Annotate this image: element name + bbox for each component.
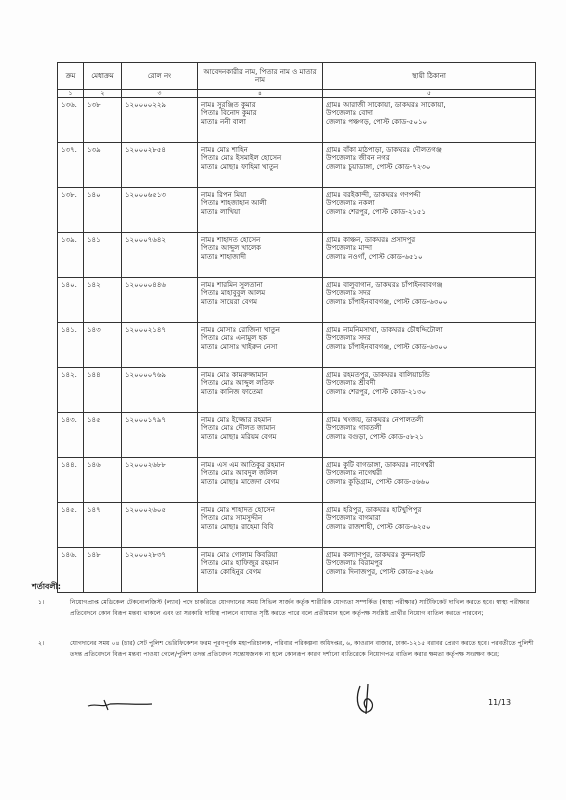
column-number-row: [58, 90, 536, 98]
address-cell-line: গ্রামঃ বাঁকা মাঠপাড়া, ডাকঘরঃ দৌলতগঞ্জ: [326, 146, 442, 154]
term-number: ১।: [38, 599, 45, 606]
name-cell: [198, 503, 323, 548]
serial-cell-line: ১৪৫.: [61, 506, 77, 514]
name-cell: [198, 188, 323, 233]
address-cell: [323, 143, 536, 188]
address-cell: [323, 458, 536, 503]
header-merit: মেধাক্রম: [84, 63, 122, 90]
name-cell-line: পিতাঃ মোঃ দৌলত জামান: [201, 424, 276, 433]
initial-mark-left: [86, 694, 156, 714]
table-row: [58, 323, 536, 368]
address-cell-line: উপজেলাঃ নাগেশ্বরী: [326, 469, 382, 478]
name-cell-line: মাতাঃ কোহিনুর বেগম: [201, 567, 262, 576]
name-cell: [198, 143, 323, 188]
merit-cell: [84, 143, 122, 188]
name-cell-line: মাতাঃ মোছাঃ রাহেমা বিবি: [201, 522, 274, 531]
serial-cell: [58, 278, 84, 323]
name-cell-line: নামঃ মোসাঃ রোজিনা খাতুন: [201, 326, 280, 334]
address-cell-line: উপজেলাঃ সদর: [326, 289, 371, 298]
serial-cell: [58, 368, 84, 413]
term-number: ২।: [38, 640, 45, 647]
address-cell-line: জেলাঃ বগুড়া, পোস্ট কোড-৫৮২১: [326, 432, 424, 441]
name-cell-line: পিতাঃ শাহজাহান আলী: [201, 199, 267, 208]
table-row: [58, 368, 536, 413]
roll-cell-line: ১২০০০৭৬৪২: [125, 236, 166, 244]
roll-cell-line: ১২০০০০৭৬৯: [125, 371, 166, 379]
name-cell-line: পিতাঃ মোঃ এনামুল হক: [201, 334, 268, 343]
address-cell: [323, 278, 536, 323]
serial-cell-line: ১৪৩.: [61, 416, 77, 424]
address-cell-line: গ্রামঃ খংজয়, ডাকঘরঃ নেপালতলী: [326, 416, 424, 424]
merit-cell: [84, 188, 122, 233]
header-serial: ক্রম: [58, 63, 84, 90]
name-cell-line: মাতাঃ মোসাঃ খাইরুন নেসা: [201, 342, 278, 351]
name-cell-line: মাতাঃ লাখিয়া: [201, 207, 241, 216]
serial-cell: [58, 323, 84, 368]
address-cell-line: গ্রামঃ বালুবাগান, ডাকঘরঃ চাঁপাইনবাবগঞ্জ: [326, 281, 443, 289]
serial-cell-line: ১৩৮.: [61, 191, 77, 199]
column-number: ১: [58, 90, 84, 98]
merit-cell-line: ১৪৩: [87, 326, 101, 334]
name-cell-line: মাতাঃ কানিজ ফাতেমা: [201, 387, 263, 396]
address-cell-line: জেলাঃ পঞ্চগড়, পোস্ট কোড-৫০১০: [326, 117, 428, 126]
name-cell-line: নামঃ শারমিন সুলতানা: [201, 281, 263, 289]
name-cell: [198, 413, 323, 458]
table-row: [58, 188, 536, 233]
address-cell: [323, 188, 536, 233]
table-row: [58, 233, 536, 278]
address-cell-line: গ্রামঃ নামনিমসাথা, ডাকঘরঃ চৌধদ্দিটোলা: [326, 326, 443, 334]
candidate-table: [57, 62, 536, 593]
merit-cell: [84, 278, 122, 323]
address-cell-line: গ্রামঃ হরিপুর, ডাকঘরঃ হাটখুপিপুর: [326, 506, 422, 514]
terms-title: শর্তাবলী:: [32, 582, 61, 591]
roll-cell: [122, 188, 198, 233]
table-row: [58, 143, 536, 188]
address-cell-line: জেলাঃ শেরপুর, পোস্ট কোড-২১৫১: [326, 207, 427, 216]
name-cell: [198, 278, 323, 323]
name-cell-line: পিতাঃ মাহাবুবুল আলম: [201, 289, 266, 298]
address-cell-line: জেলাঃ চুয়াডাঙ্গা, পোস্ট কোড-৭২৩০: [326, 162, 431, 171]
table-row: [58, 548, 536, 593]
roll-cell: [122, 413, 198, 458]
name-cell-line: পিতাঃ মোঃ আবদুল জলিল: [201, 469, 278, 478]
address-cell-line: গ্রামঃ আরাজী সাকোয়া, ডাকঘরঃ সাকোয়া,: [326, 101, 446, 109]
serial-cell-line: ১৪৬.: [61, 551, 77, 559]
serial-cell: [58, 548, 84, 593]
serial-cell: [58, 458, 84, 503]
name-cell-line: পিতাঃ আব্দুল খালেক: [201, 244, 262, 253]
name-cell-line: নামঃ শাহাদত হোসেন: [201, 236, 261, 244]
merit-cell: [84, 98, 122, 143]
roll-cell: [122, 503, 198, 548]
table-row: [58, 503, 536, 548]
header-address: স্থায়ী ঠিকানা: [323, 63, 536, 90]
serial-cell-line: ১৪৪.: [61, 461, 77, 469]
address-cell-line: উপজেলাঃ সদর: [326, 334, 371, 343]
serial-cell-line: ১৪২.: [61, 371, 77, 379]
address-cell-line: জেলাঃ চাঁপাইনবাবগঞ্জ, পোস্ট কোড-৬৩০০: [326, 342, 448, 351]
column-number: ৪: [198, 90, 323, 98]
name-cell-line: পিতাঃ বিনোদ কুমার: [201, 109, 257, 118]
roll-cell: [122, 548, 198, 593]
merit-cell: [84, 233, 122, 278]
merit-cell: [84, 413, 122, 458]
merit-cell: [84, 323, 122, 368]
name-cell: [198, 458, 323, 503]
address-cell: [323, 233, 536, 278]
address-cell-line: উপজেলাঃ মান্দা: [326, 244, 373, 253]
address-cell-line: জেলাঃ চাঁপাইনবাবগঞ্জ, পোস্ট কোড-৬৩০০: [326, 297, 448, 306]
address-cell-line: জেলাঃ রাজশাহী, পোস্ট কোড-৬২৫০: [326, 522, 431, 531]
merit-cell-line: ১৩৯: [87, 146, 101, 154]
roll-cell-line: ১২০০০২৬৮৮: [125, 461, 166, 469]
roll-cell-line: ১২০০০২১৪৭: [125, 326, 166, 334]
address-cell-line: গ্রামঃ রহমতপুর, ডাকঘরঃ বালিয়াচন্ডি: [326, 371, 430, 379]
table-row: [58, 98, 536, 143]
name-cell-line: নামঃ রিপন মিয়া: [201, 191, 247, 199]
serial-cell-line: ১৪১.: [61, 326, 77, 334]
roll-cell: [122, 143, 198, 188]
term-text: নিয়োগপ্রাপ্ত মেডিকেল টেকনোলজিস্ট (ল্যাব) পদে চাকরিতে যোগদানের সময় সিভিল সার্জন কর্তৃক শারীরিক যোগ্যতা সম্পর্কিত (স্বাস্থ্য পরীক্ষার) সার্টিফিকেট দাখিল করতে হবে। স্বাস্থ্য পরীক্ষার প্রতিবেদনে কোন বিরূপ মন্তব্য থাকলে এবং তা সরকারি দায়িত্ব পালনে ব্যাঘাত সৃষ্টি করতে পারে বলে প্রতীয়মান হলে কর্তৃপক্ষ সংশ্লিষ্ট প্রার্থীর নিয়োগ বাতিল করতে পারবেন;: [70, 599, 530, 617]
name-cell-line: নামঃ এস এম আতিকুর রহমান: [201, 461, 285, 469]
merit-cell: [84, 368, 122, 413]
address-cell-line: জেলাঃ কুড়িগ্রাম, পোস্ট কোড-৫৬৬০: [326, 477, 430, 486]
name-cell: [198, 548, 323, 593]
name-cell-line: মাতাঃ ননী বালা: [201, 117, 246, 126]
name-cell-line: নামঃ সুরঞ্জিত কুমার: [201, 101, 256, 109]
name-cell-line: পিতাঃ মোঃ সামসুদ্দীন: [201, 514, 263, 523]
roll-cell-line: ১২০০০৬৫১৩: [125, 191, 166, 199]
merit-cell: [84, 548, 122, 593]
name-cell-line: মাতাঃ মোছাঃ মাজেদা বেগম: [201, 477, 280, 486]
merit-cell-line: ১৪২: [87, 281, 101, 289]
term-text: যোগদানের সময় ০৪ (চার) সেট পুলিশ ভেরিফিকেশন ফরম পূরণপূর্বক মহাপরিচালক, পরিবার পরিকল্পনা অধিদপ্তর, ৬, কাওরান বাজার, ঢাকা-১২১৫ বরাবর প্রেরণ করতে হবে। পরবর্তীতে পুলিশী তদন্ত প্রতিবেদনে বিরূপ মন্তব্য পাওয়া গেলে/পুলিশ তদন্ত প্রতিবেদন সন্তোষজনক না হলে কোনরূপ কারণ দর্শানো ব্যতিরেকে নিয়োগপত্র বাতিল করার ক্ষমতা কর্তৃপক্ষ সংরক্ষণ করে;: [70, 640, 534, 658]
serial-cell: [58, 188, 84, 233]
address-cell-line: উপজেলাঃ বোদা: [326, 109, 373, 118]
merit-cell-line: ১৪৭: [87, 506, 101, 514]
serial-cell: [58, 233, 84, 278]
address-cell: [323, 503, 536, 548]
address-cell: [323, 323, 536, 368]
roll-cell: [122, 98, 198, 143]
column-number: ৫: [323, 90, 536, 98]
address-cell-line: উপজেলাঃ শ্রীবর্দী: [326, 379, 376, 388]
roll-cell-line: ১২০০০২৮৫৪: [125, 146, 166, 154]
table-row: [58, 458, 536, 503]
address-cell: [323, 548, 536, 593]
merit-cell-line: ১৩৮: [87, 101, 101, 109]
roll-cell: [122, 458, 198, 503]
merit-cell: [84, 503, 122, 548]
name-cell-line: নামঃ মোঃ শাহাদত হোসেন: [201, 506, 275, 514]
name-cell-line: নামঃ মোঃ গোলাম কিবরিয়া: [201, 551, 278, 559]
address-cell-line: জেলাঃ দিনাজপুর, পোস্ট কোড-৫২৬৬: [326, 567, 434, 576]
name-cell-line: নামঃ মোঃ ইজ্জোর রহমান: [201, 416, 272, 424]
address-cell-line: উপজেলাঃ বাগমারা: [326, 514, 381, 523]
address-cell-line: গ্রামঃ কুটি বাগডাঙ্গা, ডাকঘরঃ নাগেশ্বরী: [326, 461, 435, 469]
name-cell-line: নামঃ মোঃ কামরুজ্জামান: [201, 371, 268, 379]
table-row: [58, 278, 536, 323]
roll-cell-line: ১২০০০২৬০৫: [125, 506, 166, 514]
address-cell: [323, 413, 536, 458]
address-cell-line: জেলাঃ শেরপুর, পোস্ট কোড-২১৩০: [326, 387, 427, 396]
name-cell: [198, 368, 323, 413]
address-cell-line: জেলাঃ নওগাঁ, পোস্ট কোড-৬৫১০: [326, 252, 423, 261]
table-header-row: [58, 63, 536, 90]
roll-cell: [122, 323, 198, 368]
header-name: আবেদনকারীর নাম, পিতার নাম ও মাতার নাম: [198, 63, 323, 90]
column-number: ৩: [122, 90, 198, 98]
signature: [352, 682, 382, 718]
address-cell: [323, 368, 536, 413]
address-cell-line: উপজেলাঃ গাবতলী: [326, 424, 382, 433]
name-cell-line: মাতাঃ মোছাঃ ফাহিমা খাতুন: [201, 162, 279, 171]
address-cell-line: গ্রামঃ কল্যাণপুর, ডাকঘরঃ কুন্দনহাট: [326, 551, 426, 559]
address-cell: [323, 98, 536, 143]
header-roll: রোল নং: [122, 63, 198, 90]
roll-cell-line: ১২০০০১৭৯৭: [125, 416, 166, 424]
merit-cell-line: ১৪৬: [87, 461, 101, 469]
name-cell: [198, 233, 323, 278]
page-number: 11/13: [488, 698, 512, 707]
address-cell-line: গ্রামঃ বরইকান্দী, ডাকঘরঃ গণপদ্দী: [326, 191, 421, 199]
roll-cell: [122, 368, 198, 413]
serial-cell: [58, 413, 84, 458]
name-cell-line: মাতাঃ মোছাঃ মরিয়ম বেগম: [201, 432, 277, 441]
name-cell: [198, 323, 323, 368]
name-cell-line: মাতাঃ শাহাজাদী: [201, 252, 247, 261]
roll-cell: [122, 233, 198, 278]
name-cell-line: পিতাঃ মোঃ আব্দুল লতিফ: [201, 379, 274, 388]
name-cell-line: পিতাঃ মোঃ হাফিজুর রহমান: [201, 559, 279, 568]
merit-cell-line: ১৪৪: [87, 371, 101, 379]
address-cell-line: গ্রামঃ কাঞ্চন, ডাকঘরঃ প্রসাদপুর: [326, 236, 416, 244]
merit-cell-line: ১৪০: [87, 191, 101, 199]
address-cell-line: উপজেলাঃ নকলা: [326, 199, 375, 208]
name-cell-line: মাতাঃ সায়েরা বেগম: [201, 297, 258, 306]
roll-cell-line: ১২০০০০৪৪৬: [125, 281, 166, 289]
serial-cell-line: ১৩৯.: [61, 236, 77, 244]
serial-cell: [58, 143, 84, 188]
merit-cell: [84, 458, 122, 503]
table-row: [58, 413, 536, 458]
address-cell-line: উপজেলাঃ জীবন নগর: [326, 154, 390, 163]
roll-cell-line: ১২০০০০২২৯: [125, 101, 166, 109]
column-number: ২: [84, 90, 122, 98]
serial-cell-line: ১৪০.: [61, 281, 77, 289]
roll-cell: [122, 278, 198, 323]
merit-cell-line: ১৪৫: [87, 416, 101, 424]
serial-cell: [58, 503, 84, 548]
serial-cell-line: ১৩৭.: [61, 146, 77, 154]
roll-cell-line: ১২০০০২৮৩৭: [125, 551, 166, 559]
serial-cell: [58, 98, 84, 143]
merit-cell-line: ১৪১: [87, 236, 101, 244]
merit-cell-line: ১৪৮: [87, 551, 101, 559]
name-cell-line: নামঃ মোঃ শাহিন: [201, 146, 248, 154]
name-cell: [198, 98, 323, 143]
name-cell-line: পিতাঃ মোঃ ইসমাইল হোসেন: [201, 154, 282, 163]
address-cell-line: উপজেলাঃ বিরামপুর: [326, 559, 383, 568]
serial-cell-line: ১৩৬.: [61, 101, 77, 109]
